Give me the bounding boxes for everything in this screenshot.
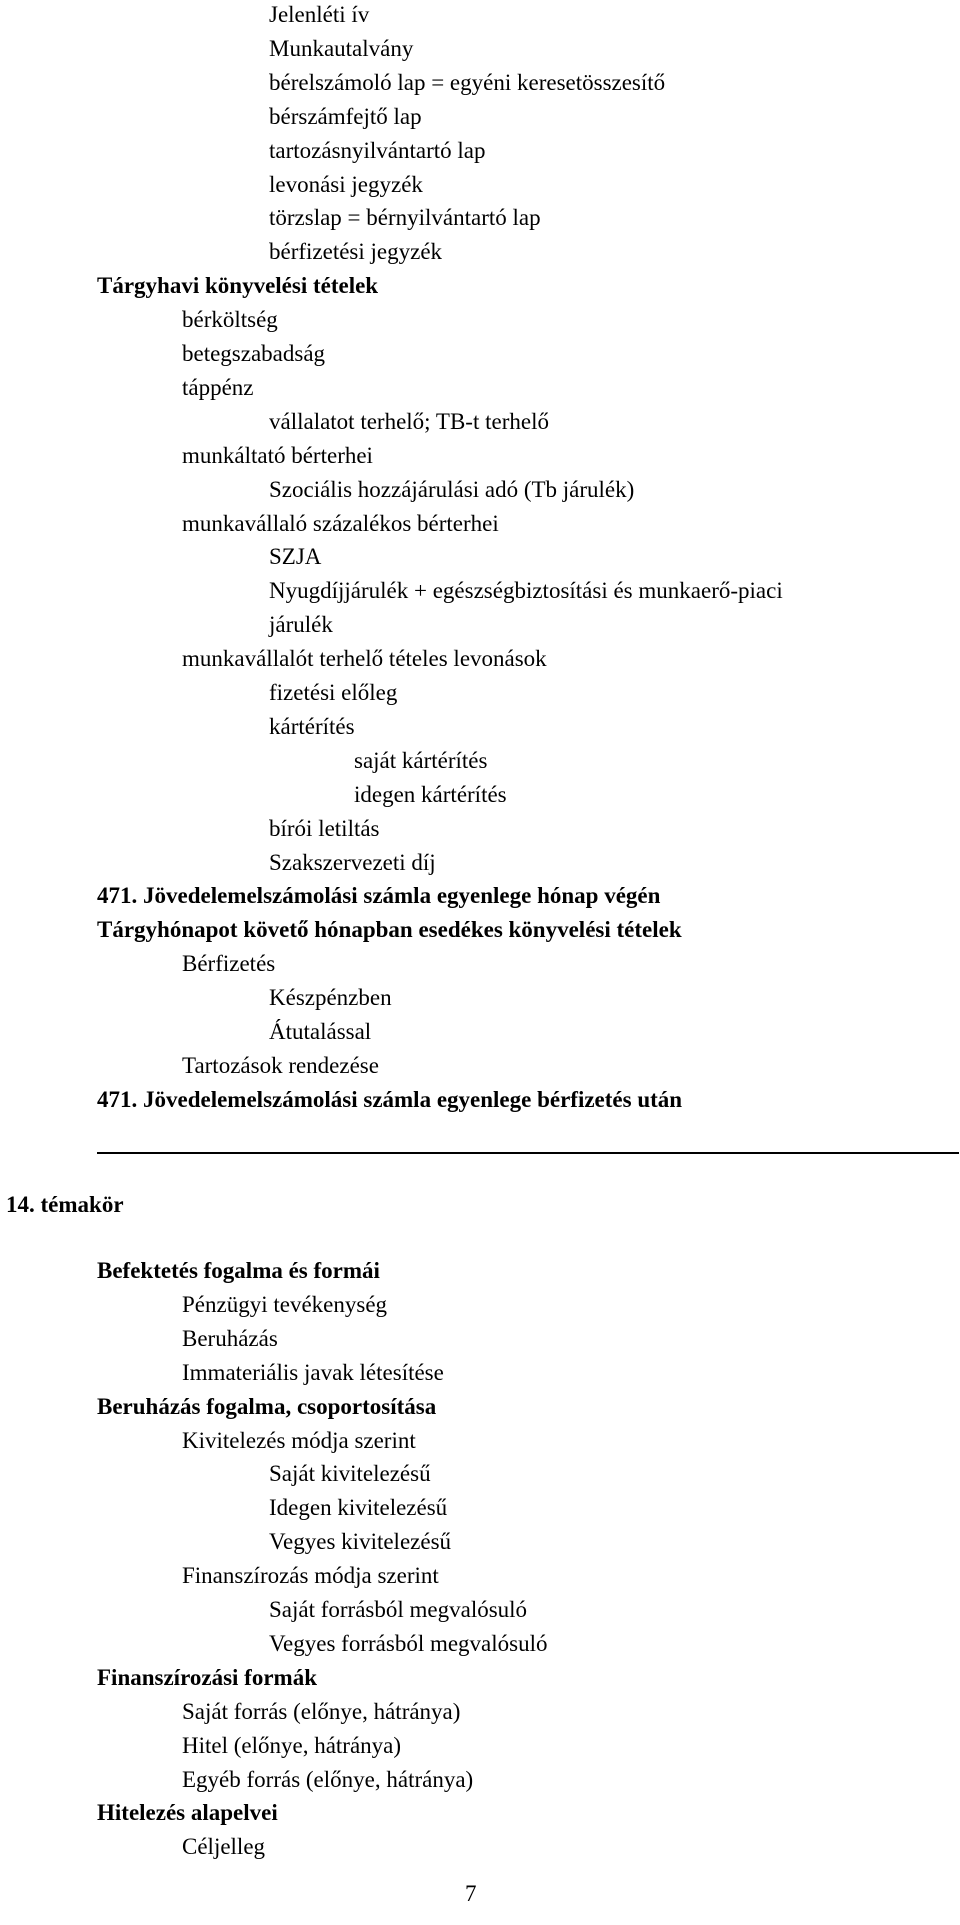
outline-heading: Finanszírozási formák — [97, 1664, 317, 1690]
outline-item: munkáltató bérterhei — [182, 442, 373, 468]
outline-item: Szakszervezeti díj — [269, 849, 436, 875]
outline-item: Idegen kivitelezésű — [269, 1495, 448, 1521]
outline-item: SZJA — [269, 544, 322, 570]
outline-item: Finanszírozás módja szerint — [182, 1563, 439, 1589]
outline-heading: Beruházás fogalma, csoportosítása — [97, 1393, 437, 1419]
outline-item: Bérfizetés — [182, 951, 276, 977]
outline-heading: 471. Jövedelemelszámolási számla egyenlege bérfizetés után — [97, 1086, 683, 1112]
outline-item: Saját forrás (előnye, hátránya) — [182, 1698, 461, 1724]
outline-item: saját kártérítés — [354, 747, 488, 773]
outline-item: Céljelleg — [182, 1834, 266, 1860]
outline-item: Kivitelezés módja szerint — [182, 1427, 416, 1453]
outline-heading: Befektetés fogalma és formái — [97, 1258, 380, 1283]
outline-item: bérköltség — [182, 307, 278, 333]
outline-item: törzslap = bérnyilvántartó lap — [269, 205, 541, 231]
outline-item: Egyéb forrás (előnye, hátránya) — [182, 1766, 474, 1792]
outline-item: levonási jegyzék — [269, 171, 423, 197]
outline-item: Vegyes forrásból megvalósuló — [269, 1630, 548, 1656]
section-divider — [97, 1152, 959, 1154]
outline-item: fizetési előleg — [269, 680, 398, 705]
outline-item: Pénzügyi tevékenység — [182, 1291, 388, 1317]
page-number: 7 — [465, 1881, 477, 1906]
outline-item: munkavállalót terhelő tételes levonások — [182, 646, 547, 672]
outline-heading: Tárgyhavi könyvelési tételek — [97, 273, 379, 299]
outline-item: munkavállaló százalékos bérterhei — [182, 510, 499, 536]
outline-item: bérszámfejtő lap — [269, 103, 422, 129]
outline-item: bírói letiltás — [269, 815, 380, 841]
outline-item: Nyugdíjjárulék + egészségbiztosítási és munkaerő-piaci — [269, 578, 783, 604]
outline-item: járulék — [269, 612, 333, 638]
outline-item: Beruházás — [182, 1325, 278, 1351]
outline-heading: 471. Jövedelemelszámolási számla egyenlege hónap végén — [97, 883, 661, 909]
outline-item: Vegyes kivitelezésű — [269, 1529, 452, 1555]
outline-item: Immateriális javak létesítése — [182, 1359, 444, 1385]
outline-item: kártérítés — [269, 713, 355, 739]
outline-heading: Tárgyhónapot követő hónapban esedékes könyvelési tételek — [97, 917, 682, 943]
outline-item: Szociális hozzájárulási adó (Tb járulék) — [269, 476, 635, 502]
outline-item: Tartozások rendezése — [182, 1052, 379, 1078]
outline-item: idegen kártérítés — [354, 781, 507, 807]
outline-item: Munkautalvány — [269, 35, 414, 61]
outline-item: Saját kivitelezésű — [269, 1461, 431, 1487]
outline-heading: Hitelezés alapelvei — [97, 1800, 278, 1826]
outline-item: Hitel (előnye, hátránya) — [182, 1732, 402, 1758]
outline-item: betegszabadság — [182, 341, 326, 366]
outline-item: táppénz — [182, 374, 254, 400]
outline-item: Jelenléti ív — [269, 2, 370, 27]
outline-item: bérelszámoló lap = egyéni keresetösszesítő — [269, 69, 666, 95]
outline-item: bérfizetési jegyzék — [269, 239, 443, 265]
outline-item: vállalatot terhelő; TB-t terhelő — [269, 408, 549, 434]
outline-item: Átutalással — [269, 1019, 372, 1044]
section-heading: 14. témakör — [6, 1192, 124, 1217]
outline-item: tartozásnyilvántartó lap — [269, 137, 486, 163]
outline-item: Készpénzben — [269, 985, 392, 1011]
outline-item: Saját forrásból megvalósuló — [269, 1597, 528, 1622]
